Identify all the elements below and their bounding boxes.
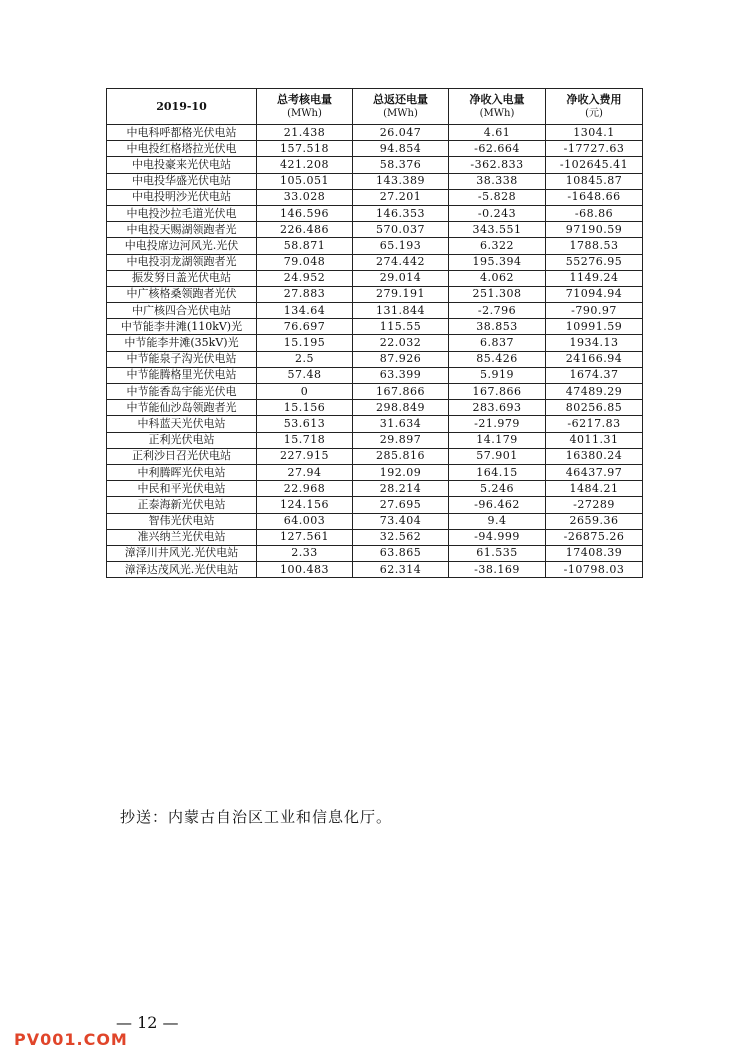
table-row xyxy=(107,448,643,464)
value-cell: -5.828 xyxy=(449,189,546,205)
value-cell: 227.915 xyxy=(257,448,353,464)
value-cell: 143.389 xyxy=(353,173,449,189)
value-cell: 62.314 xyxy=(353,562,449,578)
value-cell: 146.596 xyxy=(257,205,353,221)
station-name-cell: 中节能李井滩(35kV)光 xyxy=(107,335,257,351)
value-cell: 57.48 xyxy=(257,367,353,383)
value-cell: 55276.95 xyxy=(546,254,643,270)
value-cell: 164.15 xyxy=(449,464,546,480)
value-cell: 279.191 xyxy=(353,286,449,302)
value-cell: 226.486 xyxy=(257,222,353,238)
table-row xyxy=(107,481,643,497)
value-cell: 87.926 xyxy=(353,351,449,367)
table-body xyxy=(107,125,643,578)
value-cell: -2.796 xyxy=(449,303,546,319)
value-cell: 27.94 xyxy=(257,464,353,480)
value-cell: 1934.13 xyxy=(546,335,643,351)
value-cell: 15.718 xyxy=(257,432,353,448)
value-cell: 124.156 xyxy=(257,497,353,513)
value-cell: 27.883 xyxy=(257,286,353,302)
value-cell: -21.979 xyxy=(449,416,546,432)
value-cell: 58.376 xyxy=(353,157,449,173)
value-cell: 16380.24 xyxy=(546,448,643,464)
station-name-cell: 中电投羽龙湖领跑者光 xyxy=(107,254,257,270)
value-cell: 1304.1 xyxy=(546,125,643,141)
station-name-cell: 中电投明沙光伏电站 xyxy=(107,189,257,205)
station-name-cell: 正泰海新光伏电站 xyxy=(107,497,257,513)
station-name-cell: 中广核四合光伏电站 xyxy=(107,303,257,319)
data-table xyxy=(106,88,643,578)
header-net-energy: 净收入电量 (MWh) xyxy=(449,89,546,125)
value-cell: 27.201 xyxy=(353,189,449,205)
value-cell: 343.551 xyxy=(449,222,546,238)
table-row xyxy=(107,254,643,270)
table-row xyxy=(107,270,643,286)
value-cell: 79.048 xyxy=(257,254,353,270)
value-cell: -68.86 xyxy=(546,205,643,221)
value-cell: 28.214 xyxy=(353,481,449,497)
value-cell: 32.562 xyxy=(353,529,449,545)
table-row xyxy=(107,384,643,400)
value-cell: 15.195 xyxy=(257,335,353,351)
value-cell: 2.5 xyxy=(257,351,353,367)
value-cell: -96.462 xyxy=(449,497,546,513)
value-cell: 38.853 xyxy=(449,319,546,335)
value-cell: 4.062 xyxy=(449,270,546,286)
value-cell: 6.837 xyxy=(449,335,546,351)
table-row xyxy=(107,286,643,302)
value-cell: 157.518 xyxy=(257,141,353,157)
cc-line: 抄送：内蒙古自治区工业和信息化厅。 xyxy=(120,808,393,826)
value-cell: 1484.21 xyxy=(546,481,643,497)
station-name-cell: 智伟光伏电站 xyxy=(107,513,257,529)
station-name-cell: 漳泽达茂风光.光伏电站 xyxy=(107,562,257,578)
value-cell: -62.664 xyxy=(449,141,546,157)
value-cell: -38.169 xyxy=(449,562,546,578)
value-cell: 0 xyxy=(257,384,353,400)
table-header-row xyxy=(107,89,643,125)
table-row xyxy=(107,319,643,335)
value-cell: 2659.36 xyxy=(546,513,643,529)
station-name-cell: 中节能仙沙岛领跑者光 xyxy=(107,400,257,416)
station-name-cell: 振发努日盖光伏电站 xyxy=(107,270,257,286)
station-name-cell: 中电投天赐湖领跑者光 xyxy=(107,222,257,238)
value-cell: 31.634 xyxy=(353,416,449,432)
station-name-cell: 中电投豪来光伏电站 xyxy=(107,157,257,173)
table-row xyxy=(107,125,643,141)
value-cell: 57.901 xyxy=(449,448,546,464)
table-row xyxy=(107,335,643,351)
value-cell: 33.028 xyxy=(257,189,353,205)
value-cell: 24.952 xyxy=(257,270,353,286)
value-cell: -6217.83 xyxy=(546,416,643,432)
value-cell: 76.697 xyxy=(257,319,353,335)
value-cell: 134.64 xyxy=(257,303,353,319)
value-cell: 146.353 xyxy=(353,205,449,221)
value-cell: 4.61 xyxy=(449,125,546,141)
value-cell: 167.866 xyxy=(449,384,546,400)
value-cell: 94.854 xyxy=(353,141,449,157)
value-cell: 298.849 xyxy=(353,400,449,416)
table-row xyxy=(107,513,643,529)
station-name-cell: 中电投沙拉毛道光伏电 xyxy=(107,205,257,221)
value-cell: 64.003 xyxy=(257,513,353,529)
value-cell: 27.695 xyxy=(353,497,449,513)
station-name-cell: 中广核格桑领跑者光伏 xyxy=(107,286,257,302)
value-cell: 47489.29 xyxy=(546,384,643,400)
value-cell: 61.535 xyxy=(449,545,546,561)
table-row xyxy=(107,464,643,480)
value-cell: -17727.63 xyxy=(546,141,643,157)
value-cell: 14.179 xyxy=(449,432,546,448)
value-cell: 17408.39 xyxy=(546,545,643,561)
value-cell: 38.338 xyxy=(449,173,546,189)
station-name-cell: 中节能香岛宇能光伏电 xyxy=(107,384,257,400)
table-row xyxy=(107,238,643,254)
station-name-cell: 中节能李井滩(110kV)光 xyxy=(107,319,257,335)
value-cell: -102645.41 xyxy=(546,157,643,173)
table-row xyxy=(107,303,643,319)
value-cell: 251.308 xyxy=(449,286,546,302)
watermark-logo: PV001.COM xyxy=(14,1030,128,1049)
value-cell: 5.246 xyxy=(449,481,546,497)
station-name-cell: 中节能泉子沟光伏电站 xyxy=(107,351,257,367)
table-row xyxy=(107,400,643,416)
table-row xyxy=(107,173,643,189)
value-cell: 167.866 xyxy=(353,384,449,400)
page-number: — 12 — xyxy=(116,1013,179,1032)
value-cell: 1674.37 xyxy=(546,367,643,383)
value-cell: -362.833 xyxy=(449,157,546,173)
table-row xyxy=(107,222,643,238)
value-cell: 29.897 xyxy=(353,432,449,448)
value-cell: 29.014 xyxy=(353,270,449,286)
value-cell: 21.438 xyxy=(257,125,353,141)
value-cell: 195.394 xyxy=(449,254,546,270)
value-cell: 10845.87 xyxy=(546,173,643,189)
value-cell: 100.483 xyxy=(257,562,353,578)
value-cell: 58.871 xyxy=(257,238,353,254)
value-cell: 1149.24 xyxy=(546,270,643,286)
table-row xyxy=(107,416,643,432)
station-name-cell: 中科蓝天光伏电站 xyxy=(107,416,257,432)
value-cell: 63.865 xyxy=(353,545,449,561)
value-cell: 71094.94 xyxy=(546,286,643,302)
value-cell: 127.561 xyxy=(257,529,353,545)
value-cell: -26875.26 xyxy=(546,529,643,545)
station-name-cell: 漳泽川井风光.光伏电站 xyxy=(107,545,257,561)
table-row xyxy=(107,351,643,367)
station-name-cell: 正利光伏电站 xyxy=(107,432,257,448)
table-row xyxy=(107,545,643,561)
value-cell: 63.399 xyxy=(353,367,449,383)
value-cell: -94.999 xyxy=(449,529,546,545)
value-cell: 115.55 xyxy=(353,319,449,335)
table-row xyxy=(107,562,643,578)
table-row xyxy=(107,141,643,157)
station-name-cell: 中电科呼都格光伏电站 xyxy=(107,125,257,141)
header-period: 2019-10 xyxy=(107,89,257,125)
station-name-cell: 中电投华盛光伏电站 xyxy=(107,173,257,189)
value-cell: 421.208 xyxy=(257,157,353,173)
value-cell: -1648.66 xyxy=(546,189,643,205)
table-row xyxy=(107,529,643,545)
header-assessed-energy: 总考核电量 (MWh) xyxy=(257,89,353,125)
value-cell: 85.426 xyxy=(449,351,546,367)
value-cell: -27289 xyxy=(546,497,643,513)
value-cell: 46437.97 xyxy=(546,464,643,480)
value-cell: -10798.03 xyxy=(546,562,643,578)
table-row xyxy=(107,189,643,205)
value-cell: -790.97 xyxy=(546,303,643,319)
value-cell: 73.404 xyxy=(353,513,449,529)
table-row xyxy=(107,367,643,383)
value-cell: 97190.59 xyxy=(546,222,643,238)
value-cell: 285.816 xyxy=(353,448,449,464)
value-cell: 15.156 xyxy=(257,400,353,416)
header-returned-energy: 总返还电量 (MWh) xyxy=(353,89,449,125)
value-cell: 80256.85 xyxy=(546,400,643,416)
table-row xyxy=(107,432,643,448)
table-row xyxy=(107,497,643,513)
value-cell: 53.613 xyxy=(257,416,353,432)
value-cell: 24166.94 xyxy=(546,351,643,367)
value-cell: 105.051 xyxy=(257,173,353,189)
value-cell: 1788.53 xyxy=(546,238,643,254)
value-cell: -0.243 xyxy=(449,205,546,221)
value-cell: 4011.31 xyxy=(546,432,643,448)
station-name-cell: 中节能腾格里光伏电站 xyxy=(107,367,257,383)
table-row xyxy=(107,157,643,173)
value-cell: 26.047 xyxy=(353,125,449,141)
header-net-cost: 净收入费用 (元) xyxy=(546,89,643,125)
value-cell: 131.844 xyxy=(353,303,449,319)
value-cell: 9.4 xyxy=(449,513,546,529)
value-cell: 22.968 xyxy=(257,481,353,497)
value-cell: 283.693 xyxy=(449,400,546,416)
value-cell: 5.919 xyxy=(449,367,546,383)
value-cell: 65.193 xyxy=(353,238,449,254)
value-cell: 10991.59 xyxy=(546,319,643,335)
station-name-cell: 中民和平光伏电站 xyxy=(107,481,257,497)
value-cell: 274.442 xyxy=(353,254,449,270)
value-cell: 6.322 xyxy=(449,238,546,254)
station-name-cell: 准兴纳兰光伏电站 xyxy=(107,529,257,545)
station-name-cell: 中电投席边河风光.光伏 xyxy=(107,238,257,254)
station-name-cell: 中利腾晖光伏电站 xyxy=(107,464,257,480)
value-cell: 2.33 xyxy=(257,545,353,561)
value-cell: 570.037 xyxy=(353,222,449,238)
value-cell: 192.09 xyxy=(353,464,449,480)
station-name-cell: 正利沙日召光伏电站 xyxy=(107,448,257,464)
table-row xyxy=(107,205,643,221)
value-cell: 22.032 xyxy=(353,335,449,351)
station-name-cell: 中电投红格塔拉光伏电 xyxy=(107,141,257,157)
